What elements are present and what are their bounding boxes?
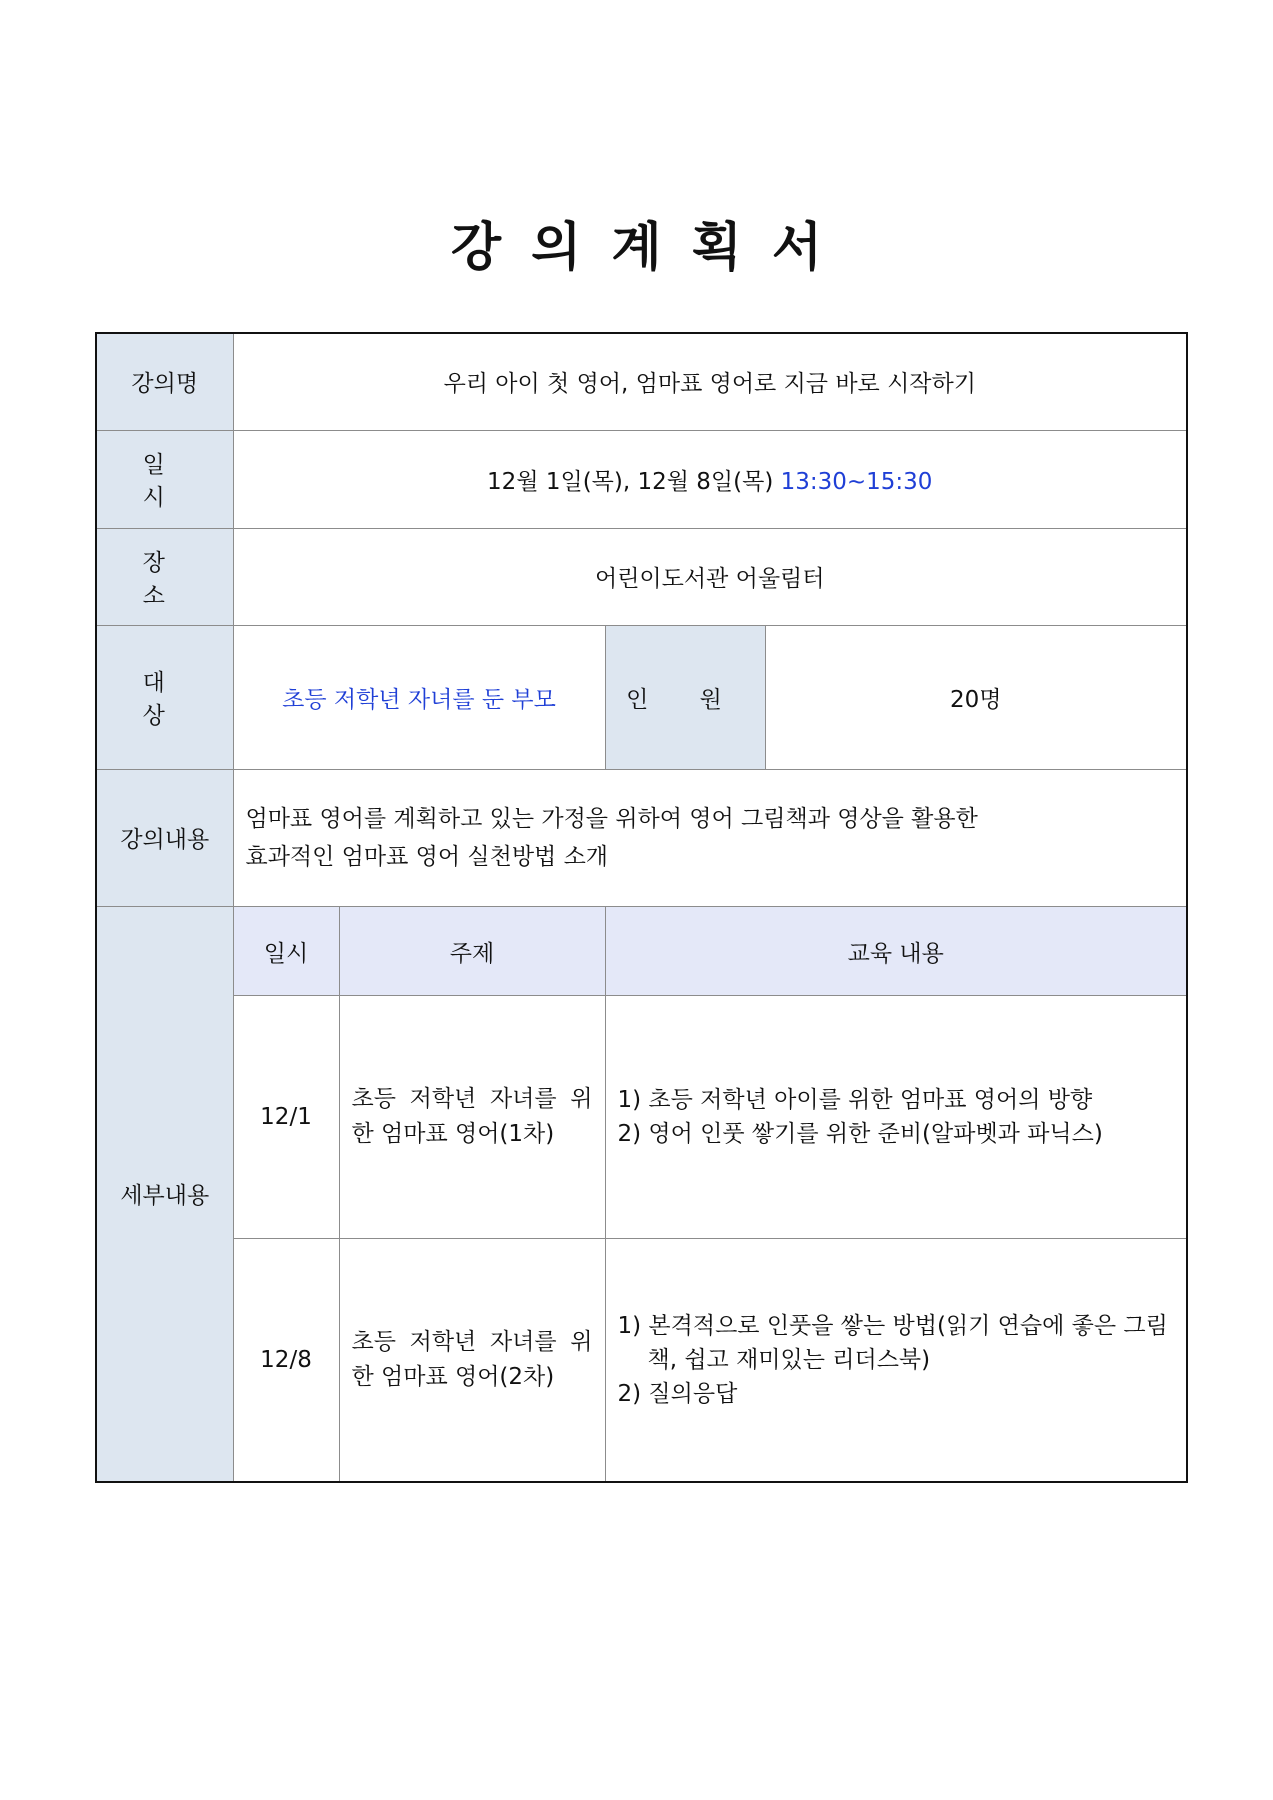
target-value: 초등 저학년 자녀를 둔 부모 (233, 625, 605, 769)
details-header-date: 일시 (233, 906, 339, 995)
row-content (96, 769, 1187, 906)
details-items-list (618, 1083, 1175, 1151)
datetime-value (233, 430, 1187, 528)
details-item: 2) 질의응답 (617, 1381, 738, 1408)
details-item: 1) 초등 저학년 아이를 위한 엄마표 영어의 방향 (617, 1087, 1093, 1114)
target-label: 대 상 (96, 625, 233, 769)
details-label: 세부내용 (96, 906, 233, 1482)
datetime-label: 일 시 (96, 430, 233, 528)
details-row-date: 12/1 (233, 996, 339, 1239)
row-location (96, 528, 1187, 625)
capacity-label: 인 원 (605, 625, 765, 769)
capacity-value: 20명 (765, 625, 1187, 769)
content-line: 엄마표 영어를 계획하고 있는 가정을 위하여 영어 그림책과 영상을 활용한 (245, 805, 978, 832)
details-item: 2) 영어 인풋 쌓기를 위한 준비(알파벳과 파닉스) (617, 1121, 1103, 1148)
content-line: 효과적인 엄마표 영어 실천방법 소개 (245, 843, 609, 870)
details-row-content (605, 996, 1187, 1239)
content-label: 강의내용 (96, 769, 233, 906)
content-value (233, 769, 1187, 906)
details-row-content (605, 1239, 1187, 1482)
location-label: 장 소 (96, 528, 233, 625)
lecture-name-value: 우리 아이 첫 영어, 엄마표 영어로 지금 바로 시작하기 (233, 333, 1187, 430)
location-value: 어린이도서관 어울림터 (233, 528, 1187, 625)
details-row (96, 996, 1187, 1239)
details-items-list (618, 1309, 1175, 1411)
details-item: 1) 본격적으로 인풋을 쌓는 방법(읽기 연습에 좋은 그림책, 쉽고 재미있는 리더스북) (617, 1313, 1168, 1374)
details-header-row (96, 906, 1187, 995)
document-title: 강의계획서 (450, 218, 853, 278)
row-datetime (96, 430, 1187, 528)
details-header-topic: 주제 (339, 906, 605, 995)
row-target (96, 625, 1187, 769)
details-row-topic: 초등 저학년 자녀를 위한 엄마표 영어(2차) (339, 1239, 605, 1482)
details-header-content: 교육 내용 (605, 906, 1187, 995)
datetime-time: 13:30~15:30 (780, 468, 933, 495)
details-row (96, 1239, 1187, 1482)
details-row-topic: 초등 저학년 자녀를 위한 엄마표 영어(1차) (339, 996, 605, 1239)
datetime-date: 12월 1일(목), 12월 8일(목) (487, 468, 774, 495)
details-row-date: 12/8 (233, 1239, 339, 1482)
lecture-plan-table (95, 332, 1188, 1483)
row-lecture-name (96, 333, 1187, 430)
lecture-name-label: 강의명 (96, 333, 233, 430)
